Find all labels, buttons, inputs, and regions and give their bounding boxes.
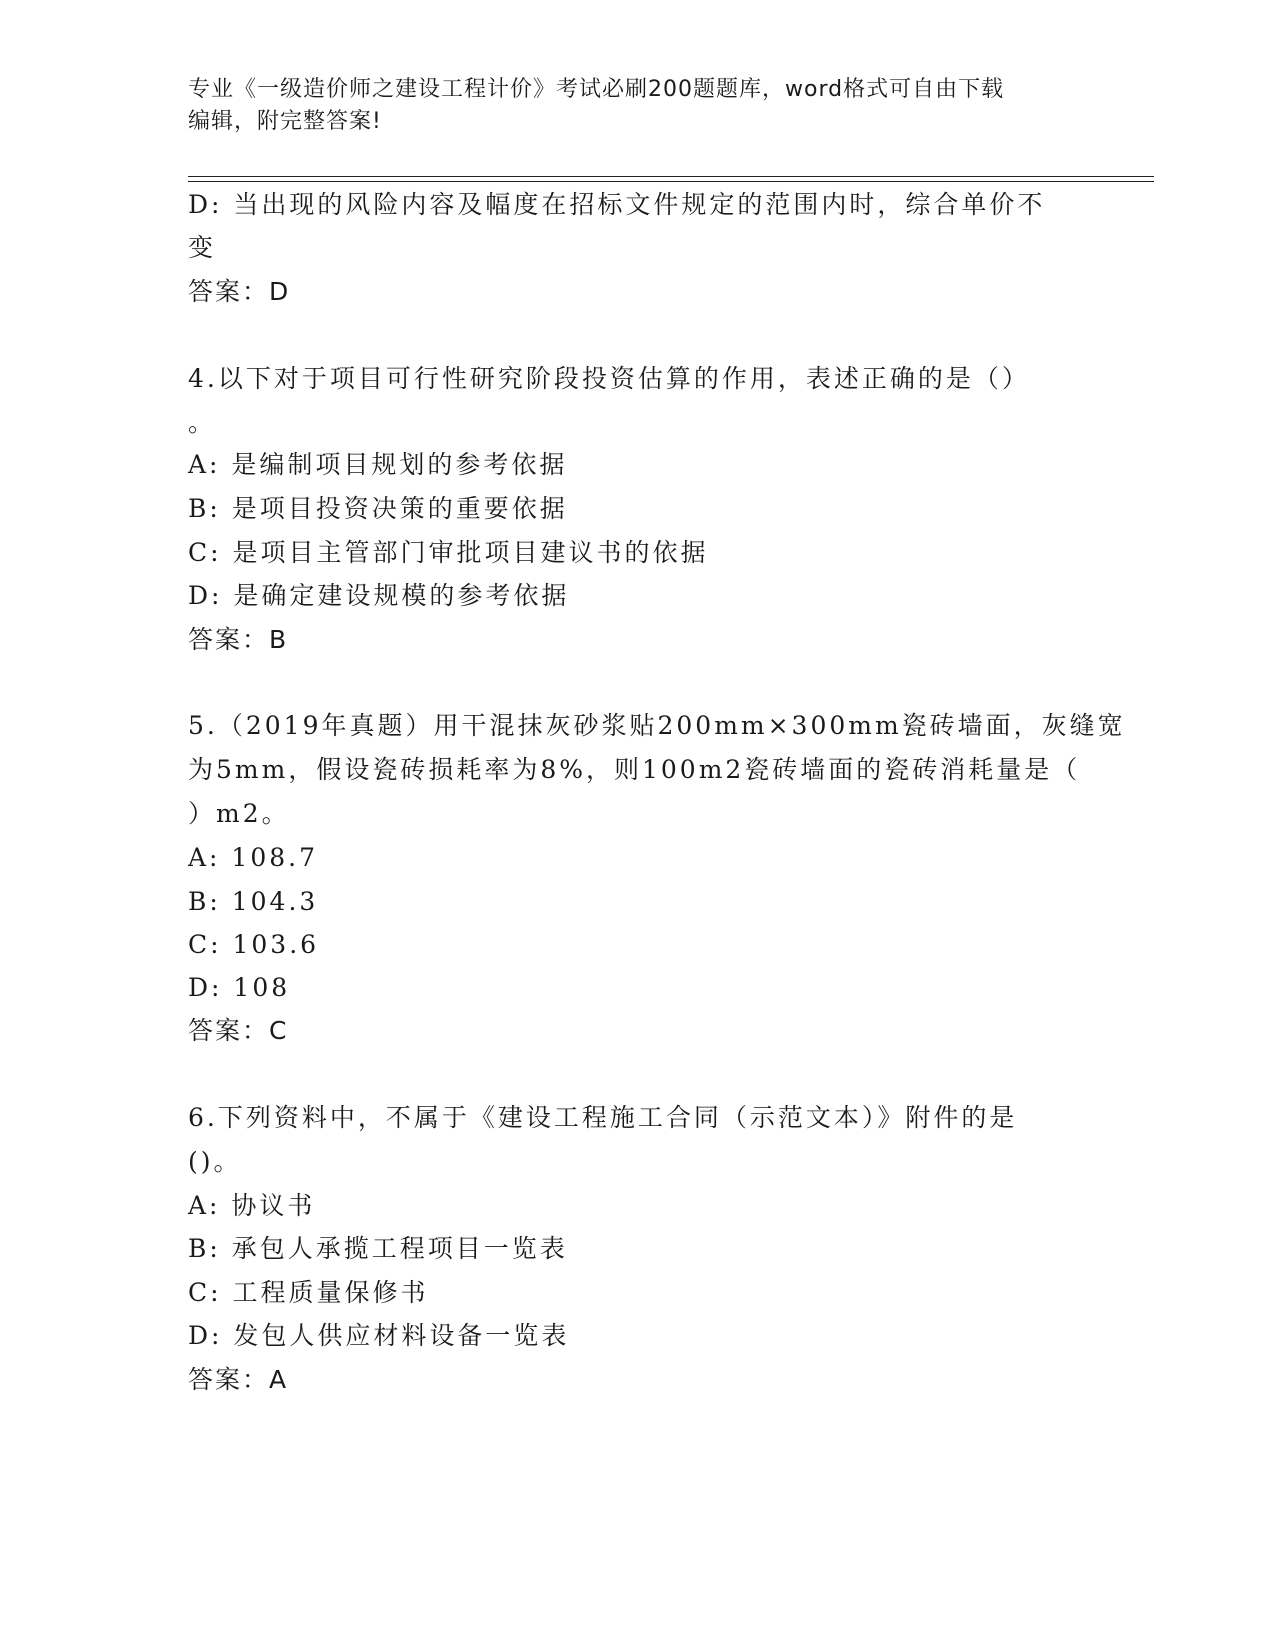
q4-option-c: C: 是项目主管部门审批项目建议书的依据 (188, 538, 709, 567)
q6-stem-line1: 6.下列资料中，不属于《建设工程施工合同（示范文本）》附件的是 (188, 1103, 1018, 1132)
q6-stem-line2: ()。 (188, 1147, 242, 1176)
q4-option-d: D: 是确定建设规模的参考依据 (188, 581, 570, 610)
q4-stem-line2: 。 (188, 408, 217, 437)
q6-option-b: B: 承包人承揽工程项目一览表 (188, 1234, 568, 1263)
q6-option-a: A: 协议书 (188, 1191, 316, 1220)
q5-stem-line2: 为5mm，假设瓷砖损耗率为8%，则100m2瓷砖墙面的瓷砖消耗量是（ (188, 755, 1081, 784)
q5-answer: 答案：C (188, 1016, 289, 1045)
header-line-1: 专业《一级造价师之建设工程计价》考试必刷200题题库，word格式可自由下载 (188, 77, 1005, 102)
q5-option-c: C: 103.6 (188, 930, 320, 959)
q6-answer: 答案：A (188, 1365, 289, 1394)
q4-answer: 答案：B (188, 625, 289, 654)
q5-option-d: D: 108 (188, 973, 291, 1002)
header-divider-top (188, 176, 1154, 177)
document-header (188, 74, 1068, 138)
q4-stem-line1: 4.以下对于项目可行性研究阶段投资估算的作用，表述正确的是（） (188, 364, 1030, 393)
q5-option-a: A: 108.7 (188, 843, 318, 872)
q4-option-b: B: 是项目投资决策的重要依据 (188, 494, 568, 523)
q5-option-b: B: 104.3 (188, 887, 319, 916)
q6-option-c: C: 工程质量保修书 (188, 1278, 429, 1307)
q3-answer: 答案：D (188, 277, 291, 306)
q6-option-d: D: 发包人供应材料设备一览表 (188, 1321, 570, 1350)
header-divider-bottom (188, 181, 1154, 182)
q5-stem-line1: 5.（2019年真题）用干混抹灰砂浆贴200mm×300mm瓷砖墙面，灰缝宽 (188, 711, 1126, 740)
q3-option-d-line1: D: 当出现的风险内容及幅度在招标文件规定的范围内时，综合单价不 (188, 190, 1046, 219)
header-line-2: 编辑，附完整答案! (188, 109, 382, 134)
q4-option-a: A: 是编制项目规划的参考依据 (188, 450, 568, 479)
q5-stem-line3: ）m2。 (188, 799, 290, 828)
q3-option-d-line2: 变 (188, 233, 217, 262)
